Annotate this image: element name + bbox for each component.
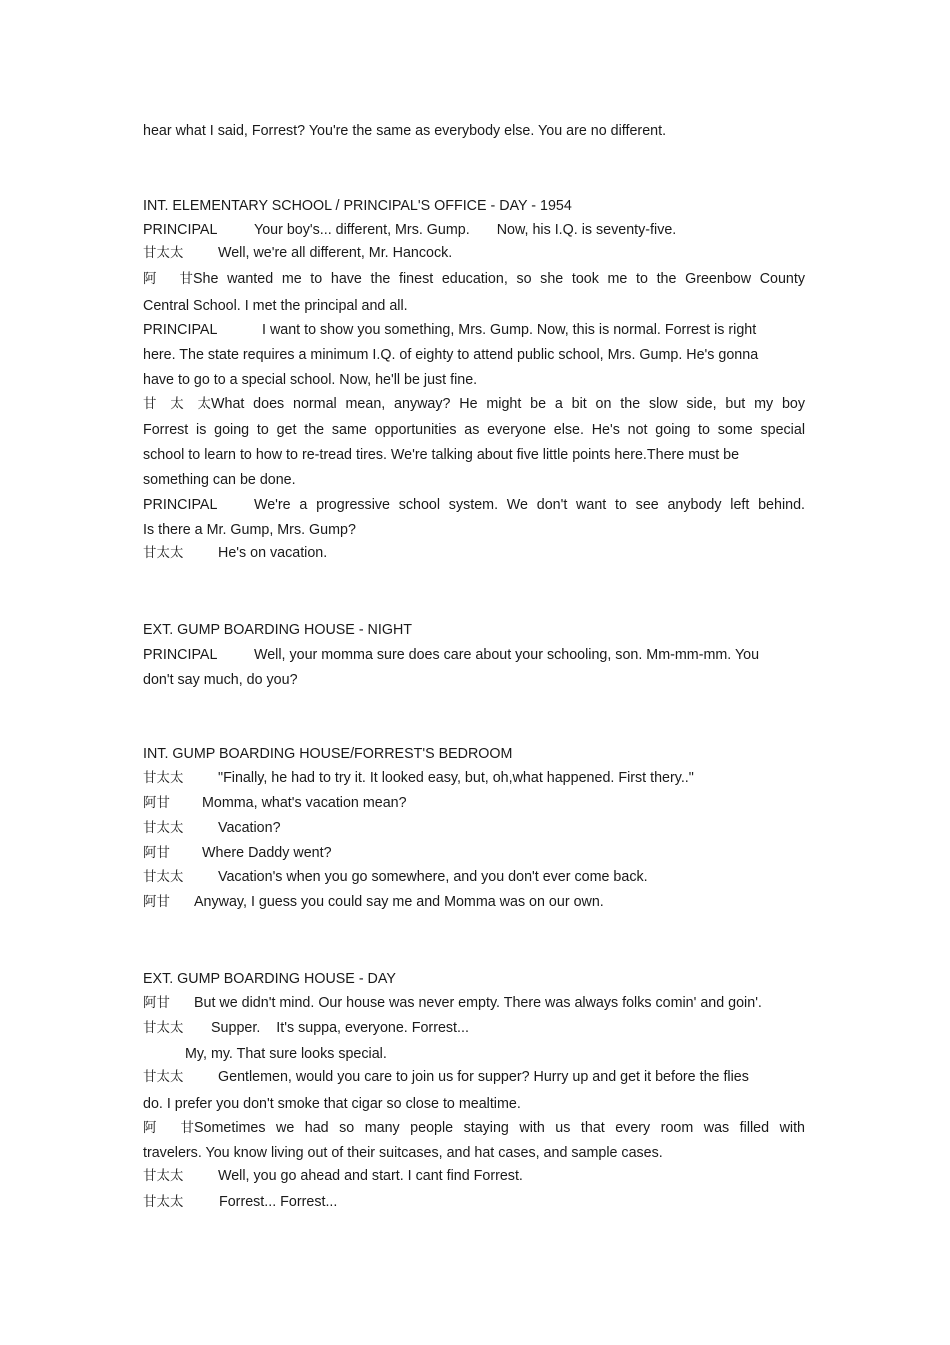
dialogue-line: 甘太太What does normal mean, anyway? He might be a bit on the slow side, but my boy xyxy=(143,396,805,412)
speaker-label: 甘太太 xyxy=(143,1020,184,1036)
speaker-label: 甘太太 xyxy=(143,869,184,885)
speaker-label: 阿甘 xyxy=(143,894,170,910)
dialogue-line: 甘太太 He's on vacation. xyxy=(143,545,328,561)
dialogue-line: 阿甘 But we didn't mind. Our house was never empty. There was always folks comin' and goin'. xyxy=(143,995,762,1011)
dialogue-line: 阿甘 Where Daddy went? xyxy=(143,845,332,861)
text-line: don't say much, do you? xyxy=(143,672,298,688)
dialogue-line: 甘太太 Gentlemen, would you care to join us for supper? Hurry up and get it before the flies xyxy=(143,1069,749,1085)
dialogue-line: 甘太太 Forrest... Forrest... xyxy=(143,1194,338,1210)
text-line: Forrest is going to get the same opportunities as everyone else. He's not going to some special xyxy=(143,422,805,438)
text-line: school to learn to how to re-tread tires. We're talking about five little points here.There must be xyxy=(143,447,740,463)
dialogue-line: PRINCIPAL Well, your momma sure does care about your schooling, son. Mm-mm-mm. You xyxy=(143,647,760,663)
speaker-label: 甘太太 xyxy=(143,770,184,786)
speaker-label: PRINCIPAL xyxy=(143,647,218,663)
text-line: travelers. You know living out of their suitcases, and hat cases, and sample cases. xyxy=(143,1145,663,1161)
speaker-label: 甘太太 xyxy=(143,1069,184,1085)
text-line: have to go to a special school. Now, he'll be just fine. xyxy=(143,372,478,388)
scene-heading: EXT. GUMP BOARDING HOUSE - DAY xyxy=(143,971,396,987)
text-line: do. I prefer you don't smoke that cigar so close to mealtime. xyxy=(143,1096,521,1112)
scene-heading: INT. GUMP BOARDING HOUSE/FORREST'S BEDROOM xyxy=(143,746,513,762)
scene-heading: INT. ELEMENTARY SCHOOL / PRINCIPAL'S OFFICE - DAY - 1954 xyxy=(143,198,572,214)
dialogue-line: 阿甘She wanted me to have the finest education, so she took me to the Greenbow County xyxy=(143,271,805,287)
speaker-label: 阿甘 xyxy=(143,995,170,1011)
dialogue-line: PRINCIPAL I want to show you something, Mrs. Gump. Now, this is normal. Forrest is right xyxy=(143,322,757,338)
dialogue-line: 阿甘Sometimes we had so many people staying with us that every room was filled with xyxy=(143,1120,805,1136)
speaker-label: PRINCIPAL xyxy=(143,497,218,513)
dialogue-line: 阿甘 Anyway, I guess you could say me and Momma was on our own. xyxy=(143,894,604,910)
dialogue-line: 甘太太 "Finally, he had to try it. It looked easy, but, oh,what happened. First thery.." xyxy=(143,770,694,786)
dialogue-line: PRINCIPAL We're a progressive school system. We don't want to see anybody left behind. xyxy=(143,497,805,513)
speaker-label: 阿甘 xyxy=(143,845,170,861)
scene-heading: EXT. GUMP BOARDING HOUSE - NIGHT xyxy=(143,622,413,638)
speaker-label: 甘太太 xyxy=(143,545,184,561)
text-line: Is there a Mr. Gump, Mrs. Gump? xyxy=(143,522,356,538)
text-line: something can be done. xyxy=(143,472,296,488)
speaker-label: 甘太太 xyxy=(143,245,184,261)
dialogue-line: 甘太太 Vacation's when you go somewhere, and you don't ever come back. xyxy=(143,869,648,885)
speaker-label: PRINCIPAL xyxy=(143,222,218,238)
dialogue-line: 甘太太 Well, we're all different, Mr. Hancock. xyxy=(143,245,453,261)
text-line: here. The state requires a minimum I.Q. of eighty to attend public school, Mrs. Gump. He's gonna xyxy=(143,347,759,363)
text-line: hear what I said, Forrest? You're the same as everybody else. You are no different. xyxy=(143,123,667,139)
dialogue-line: 甘太太 Well, you go ahead and start. I cant find Forrest. xyxy=(143,1168,523,1184)
speaker-label: 甘太太 xyxy=(143,1194,184,1210)
dialogue-line: 甘太太 Vacation? xyxy=(143,820,281,836)
speaker-label: 甘太太 xyxy=(143,1168,184,1184)
speaker-label: 甘太太 xyxy=(143,396,211,412)
speaker-label: PRINCIPAL xyxy=(143,322,218,338)
speaker-label: 阿甘 xyxy=(143,795,170,811)
speaker-label: 阿甘 xyxy=(143,1120,194,1136)
text-line: Central School. I met the principal and all. xyxy=(143,298,408,314)
text-line: My, my. That sure looks special. xyxy=(185,1046,387,1062)
speaker-label: 阿甘 xyxy=(143,271,193,287)
dialogue-line: 阿甘 Momma, what's vacation mean? xyxy=(143,795,407,811)
speaker-label: 甘太太 xyxy=(143,820,184,836)
dialogue-line: PRINCIPAL Your boy's... different, Mrs. Gump. Now, his I.Q. is seventy-five. xyxy=(143,222,677,238)
dialogue-line: 甘太太 Supper. It's suppa, everyone. Forrest... xyxy=(143,1020,469,1036)
